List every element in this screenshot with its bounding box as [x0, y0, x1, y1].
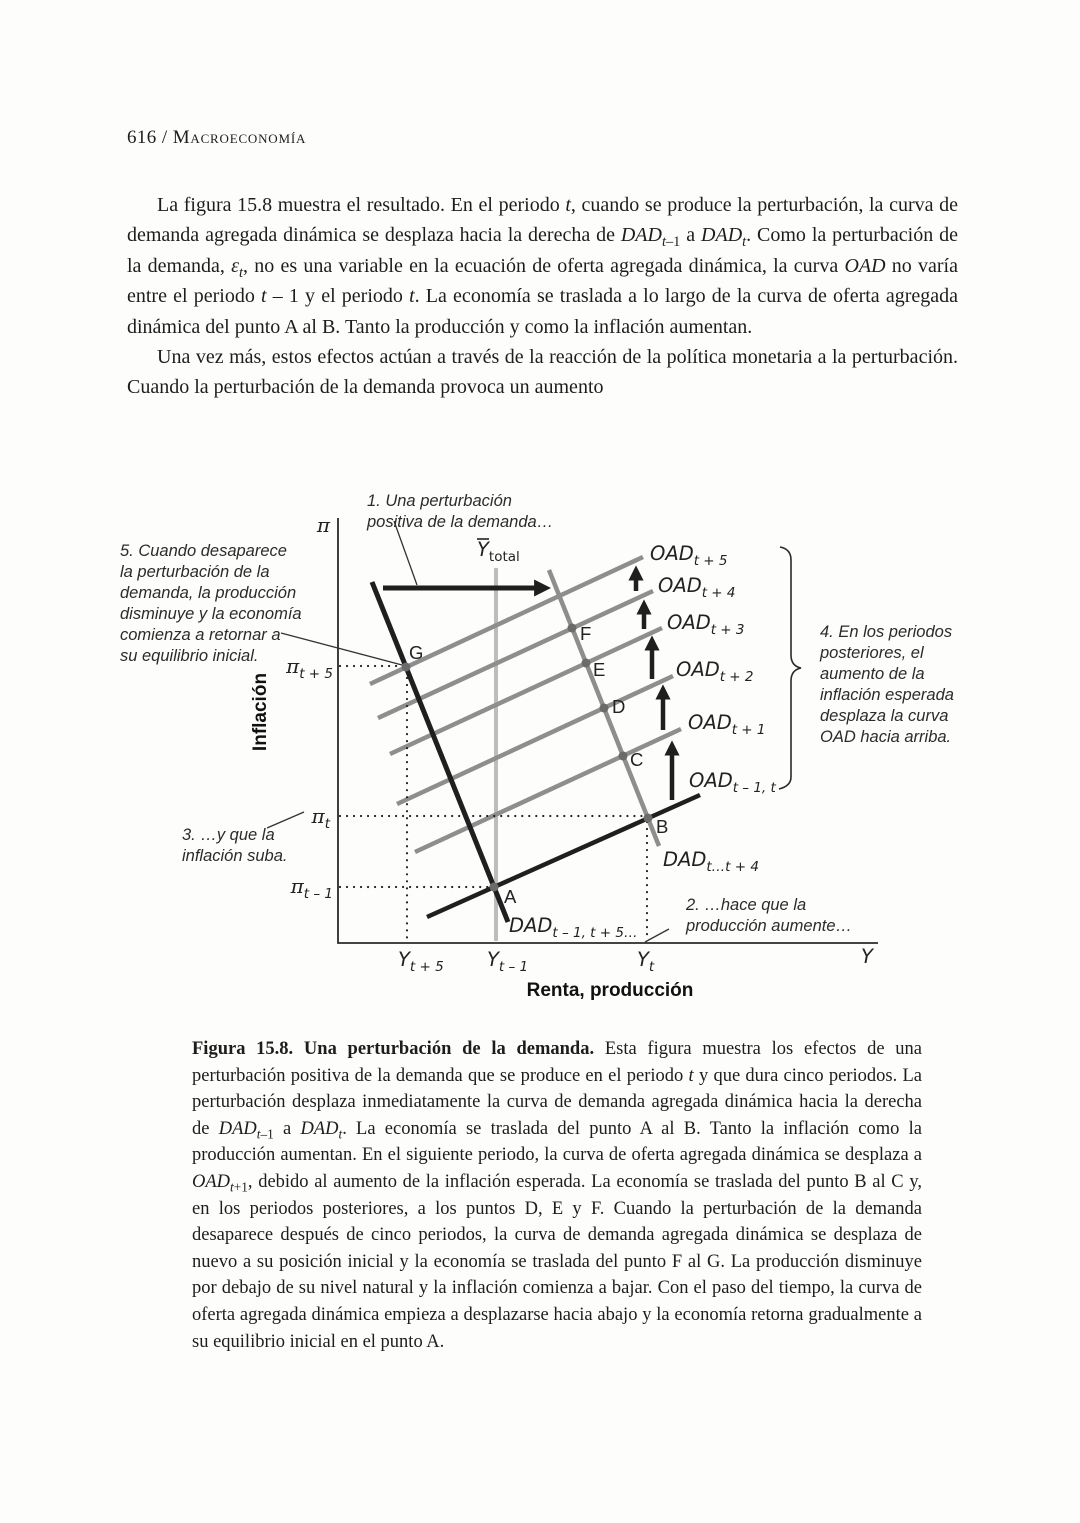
oad-t1-label: $OAD_{t + 1}$	[688, 711, 766, 738]
point-b-label: B	[656, 816, 669, 837]
figure-caption	[192, 1036, 922, 1355]
svg-text:posteriores, el: posteriores, el	[820, 644, 924, 662]
running-header: 616 / Macroeconomía	[127, 127, 307, 148]
point-c-dot	[619, 752, 628, 761]
point-g-label: G	[409, 642, 424, 663]
point-e-dot	[582, 659, 591, 668]
y-t5-tick: $Y_{t + 5}$	[398, 948, 444, 975]
body-text	[127, 190, 958, 403]
pi-t5-tick: $\pi_{t + 5}$	[286, 654, 333, 682]
annotation-1	[366, 492, 553, 531]
svg-text:aumento de la: aumento de la	[820, 665, 925, 683]
point-g-dot	[402, 663, 411, 672]
svg-text:4. En los periodos: 4. En los periodos	[820, 623, 953, 641]
oad-t5-label: $OAD_{t + 5}$	[650, 542, 728, 569]
svg-text:comienza a retornar a: comienza a retornar a	[120, 626, 281, 644]
figure-caption-body: Esta figura muestra los efectos de una perturbación positiva de la demanda que se produce en el periodo t y que dura cinco periodos. La perturbación desplaza inmediatamente la curva de demanda agregada dinámica hacia la derecha de $DAD_{t-1}$ a $DAD_t$. La economía se traslada del punto A al B. Tanto la inflación como la producción aumentan. En el siguiente periodo, la curva de oferta agregada dinámica se desplaza a $OAD_{t+1}$, debido al aumento de la inflación esperada. La economía se traslada del punto B al C y, en los periodos posteriores, a los puntos D, E y F. Cuando la perturbación de la demanda desaparece después de cinco periodos, la curva de demanda agregada dinámica se desplaza de nuevo a su posición inicial y la economía se traslada del punto F al G. La producción disminuye por debajo de su nivel natural y la inflación comienza a bajar. Con el paso del tiempo, la curva de oferta agregada dinámica empieza a desplazarse hacia abajo y la economía retorna gradualmente a su equilibrio inicial en el punto A.	[192, 1039, 922, 1352]
point-f-label: F	[580, 623, 592, 644]
point-a-dot	[490, 883, 499, 892]
svg-text:producción aumente…: producción aumente…	[686, 917, 853, 935]
annotation-3	[182, 826, 288, 865]
svg-text:3. …y que la: 3. …y que la	[182, 826, 275, 844]
svg-text:desplaza la curva: desplaza la curva	[820, 707, 949, 725]
svg-text:disminuye y la economía: disminuye y la economía	[120, 605, 302, 623]
dad-initial-label: $DAD_{t - 1, t + 5\dots}$	[509, 914, 638, 941]
annotation-4	[819, 623, 954, 746]
dad-shifted-label: $DAD_{t\dots t + 4}$	[663, 848, 759, 875]
oad-t2-label: $OAD_{t + 2}$	[676, 658, 754, 685]
point-e-label: E	[593, 659, 606, 680]
pointer-annotation-2	[645, 929, 669, 942]
y-t-tick: $Y_t$	[637, 948, 655, 975]
point-b-dot	[644, 814, 653, 823]
brace	[779, 547, 801, 789]
svg-text:inflación esperada: inflación esperada	[820, 686, 954, 704]
svg-text:2. …hace que la: 2. …hace que la	[686, 896, 807, 914]
axes	[338, 518, 878, 943]
paragraph-1: La figura 15.8 muestra el resultado. En el periodo t, cuando se produce la perturbación, la curva de demanda agregada dinámica se desplaza hacia la derecha de $DAD_{t-1}$ a $DAD_t$. Como la perturbación de la demanda, $\varepsilon_t$, no es una variable en la ecuación de oferta agregada dinámica, la curva OAD no varía entre el periodo t – 1 y el periodo t. La economía se traslada a lo largo de la curva de oferta agregada dinámica del punto A al B. Tanto la producción y como la inflación aumentan.	[127, 194, 959, 338]
svg-text:OAD hacia arriba.: OAD hacia arriba.	[820, 728, 952, 746]
point-a-label: A	[504, 886, 517, 907]
oad-t3-label: $OAD_{t + 3}$	[667, 611, 745, 638]
paragraph-2: Una vez más, estos efectos actúan a través de la reacción de la política monetaria a la perturbación. Cuando la perturbación de la demanda provoca un aumento	[127, 346, 958, 399]
svg-text:inflación suba.: inflación suba.	[182, 847, 288, 865]
svg-text:la perturbación de la: la perturbación de la	[120, 563, 270, 581]
figure-15-8-diagram	[105, 472, 990, 1017]
y-tm1-tick: $Y_{t - 1}$	[487, 948, 529, 975]
annotation-pointers	[267, 521, 669, 942]
page-number: 616	[127, 127, 157, 148]
svg-text:5. Cuando desaparece: 5. Cuando desaparece	[120, 542, 287, 560]
y-axis-symbol: π	[316, 513, 330, 537]
annotation-5	[120, 542, 302, 665]
potential-output-label: $Y_{total}$	[477, 538, 520, 565]
point-f-dot	[568, 624, 577, 633]
svg-text:positiva de la demanda…: positiva de la demanda…	[367, 513, 554, 531]
oad-initial-label: $OAD_{t - 1, t}$	[689, 769, 776, 796]
pi-tm1-tick: $\pi_{t - 1}$	[290, 874, 333, 902]
x-axis-symbol: Y	[861, 945, 873, 968]
svg-text:1. Una perturbación: 1. Una perturbación	[367, 492, 512, 510]
figure-caption-lead: Figura 15.8. Una perturbación de la demanda.	[192, 1039, 595, 1059]
y-axis-title: Inflación	[250, 672, 271, 752]
oad-initial-curve	[427, 795, 700, 917]
svg-text:su equilibrio inicial.: su equilibrio inicial.	[120, 647, 259, 665]
oad-t4-label: $OAD_{t + 4}$	[658, 574, 736, 601]
point-c-label: C	[630, 749, 644, 770]
oad-t2-curve	[397, 676, 673, 804]
point-d-label: D	[612, 696, 626, 717]
svg-text:demanda, la producción: demanda, la producción	[120, 584, 297, 602]
annotation-2	[685, 896, 852, 935]
point-d-dot	[600, 704, 609, 713]
book-title: Macroeconomía	[172, 127, 307, 148]
pi-t-tick: $\pi_t$	[311, 804, 330, 832]
x-axis-title: Renta, producción	[526, 980, 694, 1001]
